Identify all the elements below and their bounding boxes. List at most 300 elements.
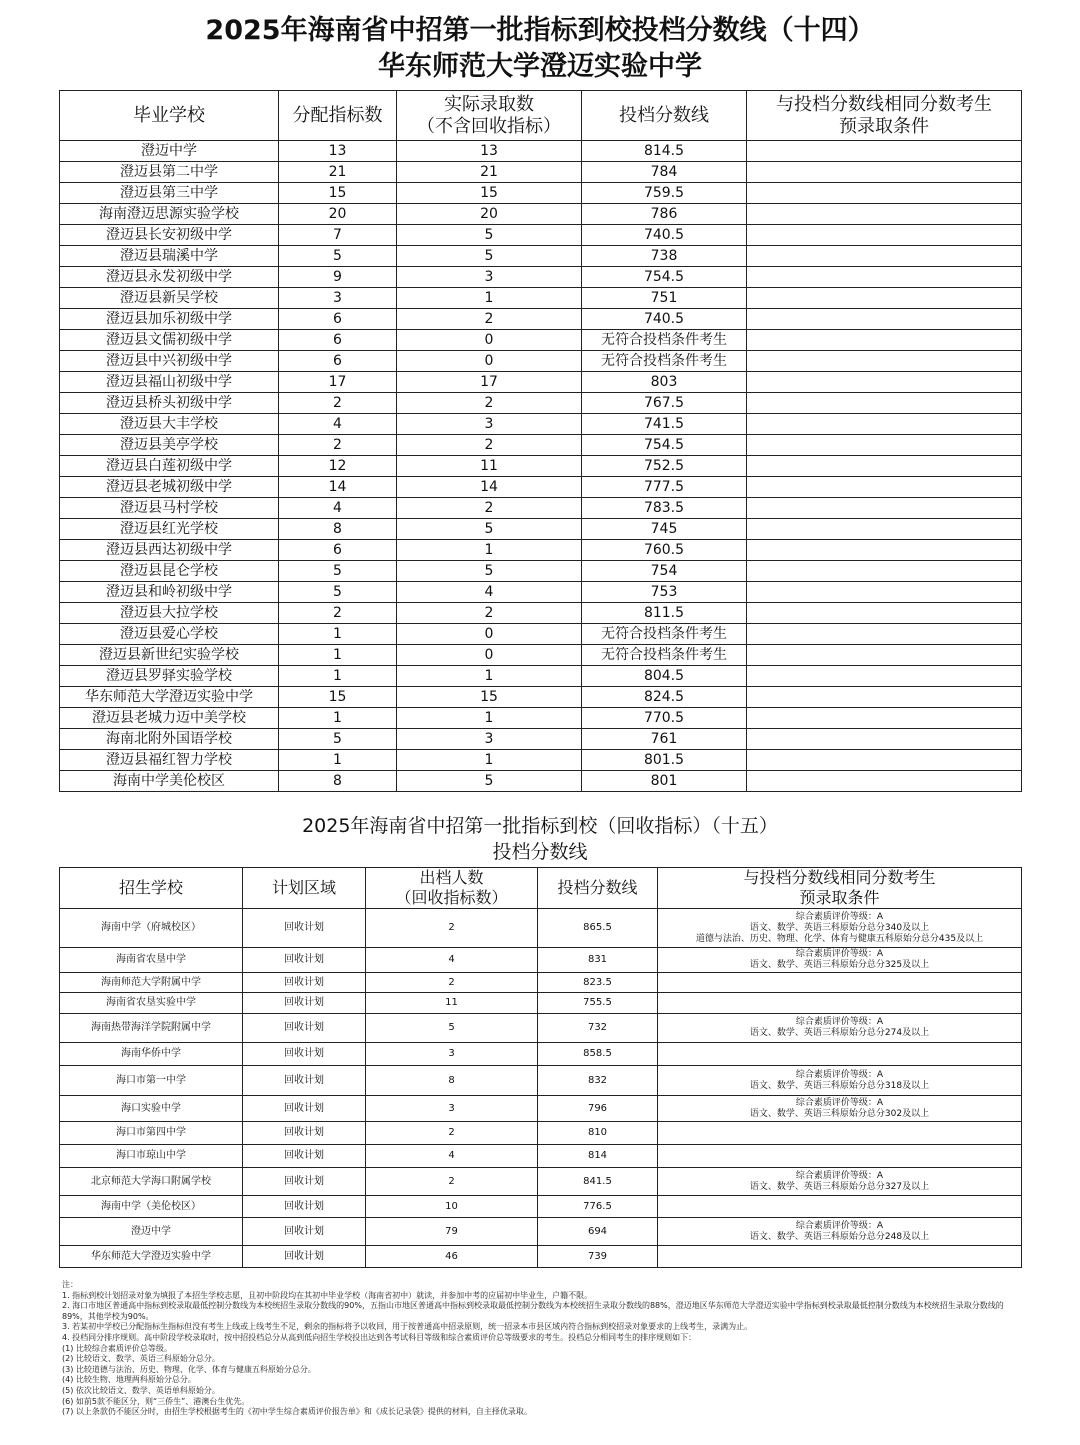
cell-condition <box>747 708 1022 729</box>
table-row <box>60 162 1022 183</box>
cell-score: 777.5 <box>582 477 747 498</box>
note-line: 注： <box>62 1280 78 1289</box>
cell-actual: 5 <box>397 519 582 540</box>
cell-area: 回收计划 <box>243 973 366 993</box>
cell-condition <box>658 1218 1022 1246</box>
cell-school: 澄迈中学 <box>60 141 279 162</box>
cell-condition <box>747 645 1022 666</box>
cell-count: 3 <box>366 1096 538 1122</box>
cell-actual: 14 <box>397 477 582 498</box>
cell-condition <box>658 1066 1022 1096</box>
cell-count: 46 <box>366 1246 538 1268</box>
cell-quota: 15 <box>279 687 397 708</box>
section-subtitle: 投档分数线 <box>492 841 588 863</box>
cell-score: 760.5 <box>582 540 747 561</box>
condition-line: 综合素质评价等级：A <box>795 1220 884 1231</box>
table-row <box>60 141 1022 162</box>
cell-score: 823.5 <box>538 973 658 993</box>
cell-condition <box>658 1145 1022 1168</box>
table-row <box>60 1218 1022 1246</box>
table-row <box>60 771 1022 792</box>
condition-line: 综合素质评价等级：A <box>795 911 884 922</box>
cell-school: 澄迈县大丰学校 <box>60 414 279 435</box>
cell-quota: 13 <box>279 141 397 162</box>
table-row <box>60 414 1022 435</box>
cell-area: 回收计划 <box>243 1246 366 1268</box>
cell-quota: 6 <box>279 330 397 351</box>
cell-condition <box>747 141 1022 162</box>
cell-condition <box>747 666 1022 687</box>
table-row <box>60 582 1022 603</box>
cell-score: 767.5 <box>582 393 747 414</box>
table-row <box>60 456 1022 477</box>
cell-school: 华东师范大学澄迈实验中学 <box>60 687 279 708</box>
table-row <box>60 498 1022 519</box>
cell-score: 832 <box>538 1066 658 1096</box>
table-row <box>60 540 1022 561</box>
cell-condition <box>658 1168 1022 1196</box>
note-line: 3. 若某初中学校已分配指标生指标但没有考生上线或上线考生不足，剩余的指标将予以收回，用于按普通高中招录原则，统一招录本市县区域内符合指标到校招录对象要求的上线考生，录满为止。 <box>62 1322 753 1332</box>
cell-quota: 7 <box>279 225 397 246</box>
cell-condition <box>747 435 1022 456</box>
header-condition-line1: 与投档分数线相同分数考生 <box>743 868 936 887</box>
cell-quota: 5 <box>279 561 397 582</box>
cell-score: 753 <box>582 582 747 603</box>
note-line: (1) 比较综合素质评价总等级。 <box>62 1343 172 1353</box>
cell-quota: 5 <box>279 582 397 603</box>
cell-condition <box>658 1043 1022 1066</box>
cell-actual: 3 <box>397 414 582 435</box>
cell-condition <box>747 624 1022 645</box>
cell-school: 澄迈县加乐初级中学 <box>60 309 279 330</box>
cell-area: 回收计划 <box>243 993 366 1014</box>
cell-quota: 1 <box>279 708 397 729</box>
cell-score: 732 <box>538 1014 658 1043</box>
condition-line: 综合素质评价等级：A <box>795 1097 884 1108</box>
note-line: (5) 依次比较语文、数学、英语单科原始分。 <box>62 1385 220 1395</box>
cell-area: 回收计划 <box>243 1196 366 1218</box>
cell-count: 2 <box>366 973 538 993</box>
cell-count: 8 <box>366 1066 538 1096</box>
note-line: (4) 比较生物、地理两科原始分总分。 <box>62 1375 196 1385</box>
footnotes <box>62 1280 1022 1418</box>
table-row <box>60 372 1022 393</box>
cell-school: 澄迈县爱心学校 <box>60 624 279 645</box>
cell-score: 738 <box>582 246 747 267</box>
cell-score: 801 <box>582 771 747 792</box>
cell-condition <box>747 393 1022 414</box>
cell-score: 786 <box>582 204 747 225</box>
cell-school: 海南中学美伦校区 <box>60 771 279 792</box>
header-score: 投档分数线 <box>538 868 658 909</box>
cell-actual: 11 <box>397 456 582 477</box>
cell-condition <box>747 540 1022 561</box>
header-count-line1: 出档人数 <box>419 868 484 887</box>
cell-condition <box>747 183 1022 204</box>
cell-school: 澄迈县永发初级中学 <box>60 267 279 288</box>
cell-area: 回收计划 <box>243 1122 366 1145</box>
cell-actual: 1 <box>397 708 582 729</box>
cell-condition <box>747 372 1022 393</box>
table-row <box>60 687 1022 708</box>
cell-school: 华东师范大学澄迈实验中学 <box>60 1246 243 1268</box>
table-row <box>60 183 1022 204</box>
cell-count: 2 <box>366 1168 538 1196</box>
cell-condition <box>747 330 1022 351</box>
cell-actual: 0 <box>397 351 582 372</box>
cell-quota: 5 <box>279 729 397 750</box>
cell-quota: 15 <box>279 183 397 204</box>
cell-score: 831 <box>538 948 658 973</box>
cell-school: 海南澄迈思源实验学校 <box>60 204 279 225</box>
table-row <box>60 561 1022 582</box>
cell-school: 海南中学（美伦校区） <box>60 1196 243 1218</box>
cell-score: 759.5 <box>582 183 747 204</box>
cell-quota: 12 <box>279 456 397 477</box>
cell-score: 751 <box>582 288 747 309</box>
condition-line: 语文、数学、英语三科原始分总分248及以上 <box>749 1231 930 1242</box>
header-quota: 分配指标数 <box>279 91 397 141</box>
cell-score: 858.5 <box>538 1043 658 1066</box>
cell-condition <box>747 225 1022 246</box>
cell-condition <box>747 687 1022 708</box>
cell-condition <box>747 246 1022 267</box>
cell-school: 澄迈县老城初级中学 <box>60 477 279 498</box>
cell-score: 754.5 <box>582 435 747 456</box>
cell-actual: 15 <box>397 687 582 708</box>
cell-score: 841.5 <box>538 1168 658 1196</box>
table-row <box>60 909 1022 948</box>
cell-condition <box>658 1246 1022 1268</box>
condition-line: 语文、数学、英语三科原始分总分327及以上 <box>749 1181 930 1192</box>
cell-score: 740.5 <box>582 225 747 246</box>
cell-score: 754 <box>582 561 747 582</box>
cell-school: 海口市第一中学 <box>60 1066 243 1096</box>
cell-school: 海口市第四中学 <box>60 1122 243 1145</box>
cell-area: 回收计划 <box>243 909 366 948</box>
cell-score: 754.5 <box>582 267 747 288</box>
cell-actual: 2 <box>397 393 582 414</box>
section-title: 2025年海南省中招第一批指标到校（回收指标）（十五） <box>302 815 778 837</box>
cell-count: 5 <box>366 1014 538 1043</box>
cell-score: 803 <box>582 372 747 393</box>
table-row <box>60 435 1022 456</box>
cell-quota: 3 <box>279 288 397 309</box>
condition-line: 语文、数学、英语三科原始分总分340及以上 <box>749 922 930 933</box>
cell-actual: 15 <box>397 183 582 204</box>
header-actual <box>397 91 582 141</box>
cell-school: 澄迈县和岭初级中学 <box>60 582 279 603</box>
cell-actual: 2 <box>397 498 582 519</box>
cell-area: 回收计划 <box>243 1168 366 1196</box>
cell-score: 694 <box>538 1218 658 1246</box>
header-actual-line2: （不含回收指标） <box>417 115 561 137</box>
cell-school: 澄迈县马村学校 <box>60 498 279 519</box>
cell-condition <box>747 498 1022 519</box>
cell-score: 801.5 <box>582 750 747 771</box>
header-condition-line2: 预录取条件 <box>839 115 929 137</box>
cell-score: 755.5 <box>538 993 658 1014</box>
table-row <box>60 288 1022 309</box>
cell-school: 澄迈县大拉学校 <box>60 603 279 624</box>
note-line: 4. 投档同分排序规则。高中阶段学校录取时，按中招投档总分从高到低向招生学校投出达到各考试科目等级和综合素质评价总等级要求的考生。投档总分相同考生的排序规则如下： <box>62 1332 697 1342</box>
condition-line: 综合素质评价等级：A <box>795 949 884 959</box>
cell-school: 澄迈县美亭学校 <box>60 435 279 456</box>
table-row <box>60 729 1022 750</box>
cell-condition <box>658 973 1022 993</box>
cell-actual: 3 <box>397 729 582 750</box>
cell-score: 745 <box>582 519 747 540</box>
cell-quota: 2 <box>279 435 397 456</box>
cell-actual: 17 <box>397 372 582 393</box>
cell-school: 澄迈县昆仑学校 <box>60 561 279 582</box>
cell-school: 澄迈县罗驿实验学校 <box>60 666 279 687</box>
cell-school: 澄迈县第二中学 <box>60 162 279 183</box>
cell-condition <box>747 582 1022 603</box>
table-row <box>60 1196 1022 1218</box>
cell-actual: 1 <box>397 540 582 561</box>
cell-condition <box>747 456 1022 477</box>
cell-quota: 1 <box>279 645 397 666</box>
cell-score: 无符合投档条件考生 <box>582 330 747 351</box>
table-row <box>60 267 1022 288</box>
cell-count: 10 <box>366 1196 538 1218</box>
header-area: 计划区域 <box>243 868 366 909</box>
header-actual-line1: 实际录取数 <box>444 93 534 115</box>
cell-actual: 1 <box>397 750 582 771</box>
header-school: 招生学校 <box>60 868 243 909</box>
cell-school: 澄迈县西达初级中学 <box>60 540 279 561</box>
header-school: 毕业学校 <box>60 91 279 141</box>
cell-condition <box>747 414 1022 435</box>
table-row <box>60 330 1022 351</box>
cell-actual: 3 <box>397 267 582 288</box>
cell-actual: 13 <box>397 141 582 162</box>
cell-condition <box>747 519 1022 540</box>
page-title: 2025年海南省中招第一批指标到校投档分数线（十四） <box>205 15 875 46</box>
cell-condition <box>658 1122 1022 1145</box>
cell-score: 776.5 <box>538 1196 658 1218</box>
score-table-14 <box>59 90 1022 792</box>
table-row <box>60 1246 1022 1268</box>
cell-condition <box>747 603 1022 624</box>
table-row <box>60 1014 1022 1043</box>
cell-quota: 4 <box>279 498 397 519</box>
cell-school: 澄迈县文儒初级中学 <box>60 330 279 351</box>
cell-score: 810 <box>538 1122 658 1145</box>
cell-condition <box>747 477 1022 498</box>
cell-score: 824.5 <box>582 687 747 708</box>
cell-actual: 2 <box>397 309 582 330</box>
cell-actual: 2 <box>397 435 582 456</box>
cell-quota: 2 <box>279 603 397 624</box>
cell-score: 814.5 <box>582 141 747 162</box>
cell-count: 79 <box>366 1218 538 1246</box>
table-row <box>60 1145 1022 1168</box>
cell-score: 无符合投档条件考生 <box>582 624 747 645</box>
condition-line: 道德与法治、历史、物理、化学、体育与健康五科原始分总分435及以上 <box>695 933 984 944</box>
table-row <box>60 624 1022 645</box>
cell-actual: 5 <box>397 771 582 792</box>
cell-quota: 6 <box>279 351 397 372</box>
cell-count: 2 <box>366 1122 538 1145</box>
note-line: 2. 海口市地区普通高中指标到校录取最低控制分数线为本校统招生录取分数线的90%，五指山市地区普通高中指标到校录取最低控制分数线为本校统招生录取分数线的88%，澄迈地区华东师范大学澄迈实验中学指标到校录取最低控制分数线为本校统招生录取分数线的89%，其他学校为90%。 <box>62 1301 1004 1321</box>
table-row <box>60 225 1022 246</box>
cell-condition <box>658 909 1022 948</box>
cell-count: 4 <box>366 1145 538 1168</box>
condition-line: 综合素质评价等级：A <box>795 1069 884 1080</box>
cell-condition <box>747 162 1022 183</box>
cell-school: 澄迈县福山初级中学 <box>60 372 279 393</box>
cell-school: 海南北附外国语学校 <box>60 729 279 750</box>
header-count <box>366 868 538 909</box>
table-row <box>60 204 1022 225</box>
cell-area: 回收计划 <box>243 948 366 973</box>
table-row <box>60 993 1022 1014</box>
table-row <box>60 309 1022 330</box>
cell-school: 海口市琼山中学 <box>60 1145 243 1168</box>
cell-school: 海南省农垦实验中学 <box>60 993 243 1014</box>
table-row <box>60 973 1022 993</box>
cell-actual: 1 <box>397 288 582 309</box>
cell-area: 回收计划 <box>243 1014 366 1043</box>
cell-actual: 5 <box>397 225 582 246</box>
cell-score: 761 <box>582 729 747 750</box>
condition-line: 语文、数学、英语三科原始分总分274及以上 <box>749 1028 930 1038</box>
table-row <box>60 750 1022 771</box>
table-row <box>60 246 1022 267</box>
cell-actual: 20 <box>397 204 582 225</box>
table-row <box>60 1122 1022 1145</box>
cell-score: 783.5 <box>582 498 747 519</box>
cell-condition <box>658 993 1022 1014</box>
cell-score: 804.5 <box>582 666 747 687</box>
cell-quota: 1 <box>279 666 397 687</box>
note-line: (2) 比较语文、数学、英语三科原始分总分。 <box>62 1354 220 1364</box>
cell-school: 海南中学（府城校区） <box>60 909 243 948</box>
cell-score: 811.5 <box>582 603 747 624</box>
cell-count: 3 <box>366 1043 538 1066</box>
header-condition-line1: 与投档分数线相同分数考生 <box>776 93 992 115</box>
cell-count: 4 <box>366 948 538 973</box>
cell-quota: 2 <box>279 393 397 414</box>
header-condition-line2: 预录取条件 <box>799 888 880 907</box>
cell-area: 回收计划 <box>243 1096 366 1122</box>
cell-quota: 1 <box>279 624 397 645</box>
cell-quota: 6 <box>279 540 397 561</box>
table-header-row <box>60 91 1022 141</box>
cell-quota: 8 <box>279 519 397 540</box>
note-line: (6) 如前5款不能区分，则“三侨生”、港澳台生优先。 <box>62 1396 250 1406</box>
cell-condition <box>747 267 1022 288</box>
cell-score: 752.5 <box>582 456 747 477</box>
cell-school: 海南省农垦中学 <box>60 948 243 973</box>
cell-quota: 20 <box>279 204 397 225</box>
cell-school: 澄迈县瑞溪中学 <box>60 246 279 267</box>
cell-score: 814 <box>538 1145 658 1168</box>
cell-school: 北京师范大学海口附属学校 <box>60 1168 243 1196</box>
cell-score: 740.5 <box>582 309 747 330</box>
cell-condition <box>747 351 1022 372</box>
table-header-row <box>60 868 1022 909</box>
table-row <box>60 666 1022 687</box>
cell-quota: 6 <box>279 309 397 330</box>
condition-line: 综合素质评价等级：A <box>795 1170 884 1181</box>
condition-line: 语文、数学、英语三科原始分总分302及以上 <box>749 1108 930 1119</box>
cell-school: 海口实验中学 <box>60 1096 243 1122</box>
cell-condition <box>747 750 1022 771</box>
cell-condition <box>658 1096 1022 1122</box>
cell-actual: 0 <box>397 645 582 666</box>
cell-condition <box>658 948 1022 973</box>
cell-quota: 21 <box>279 162 397 183</box>
cell-score: 无符合投档条件考生 <box>582 645 747 666</box>
cell-school: 澄迈县福红智力学校 <box>60 750 279 771</box>
cell-school: 澄迈县新吴学校 <box>60 288 279 309</box>
cell-actual: 0 <box>397 624 582 645</box>
table-row <box>60 519 1022 540</box>
cell-count: 2 <box>366 909 538 948</box>
condition-line: 语文、数学、英语三科原始分总分325及以上 <box>749 960 930 970</box>
cell-school: 澄迈县第三中学 <box>60 183 279 204</box>
cell-school: 海南热带海洋学院附属中学 <box>60 1014 243 1043</box>
cell-condition <box>747 729 1022 750</box>
cell-condition <box>747 288 1022 309</box>
cell-school: 澄迈县红光学校 <box>60 519 279 540</box>
table-row <box>60 351 1022 372</box>
cell-score: 739 <box>538 1246 658 1268</box>
table-row <box>60 645 1022 666</box>
table-row <box>60 477 1022 498</box>
table-row <box>60 603 1022 624</box>
table-row <box>60 1066 1022 1096</box>
cell-quota: 14 <box>279 477 397 498</box>
cell-actual: 5 <box>397 246 582 267</box>
cell-school: 海南华侨中学 <box>60 1043 243 1066</box>
cell-area: 回收计划 <box>243 1043 366 1066</box>
cell-condition <box>747 771 1022 792</box>
table-row <box>60 1096 1022 1122</box>
score-table-15 <box>59 867 1022 1268</box>
table-row <box>60 948 1022 973</box>
cell-quota: 4 <box>279 414 397 435</box>
cell-school: 澄迈县长安初级中学 <box>60 225 279 246</box>
cell-score: 770.5 <box>582 708 747 729</box>
cell-score: 865.5 <box>538 909 658 948</box>
cell-school: 澄迈中学 <box>60 1218 243 1246</box>
cell-quota: 9 <box>279 267 397 288</box>
cell-school: 澄迈县老城力迈中美学校 <box>60 708 279 729</box>
cell-actual: 4 <box>397 582 582 603</box>
page-subtitle: 华东师范大学澄迈实验中学 <box>378 51 702 82</box>
cell-school: 海南师范大学附属中学 <box>60 973 243 993</box>
cell-school: 澄迈县中兴初级中学 <box>60 351 279 372</box>
cell-school: 澄迈县白莲初级中学 <box>60 456 279 477</box>
cell-condition <box>747 204 1022 225</box>
cell-condition <box>747 309 1022 330</box>
cell-school: 澄迈县新世纪实验学校 <box>60 645 279 666</box>
cell-area: 回收计划 <box>243 1066 366 1096</box>
cell-condition <box>658 1014 1022 1043</box>
table-row <box>60 393 1022 414</box>
note-line: 1. 指标到校计划招录对象为填报了本招生学校志愿，且初中阶段均在其初中毕业学校（海南省初中）就读，并参加中考的应届初中毕业生，户籍不限。 <box>62 1290 593 1300</box>
cell-actual: 0 <box>397 330 582 351</box>
cell-actual: 2 <box>397 603 582 624</box>
cell-score: 无符合投档条件考生 <box>582 351 747 372</box>
cell-condition <box>658 1196 1022 1218</box>
note-line: (7) 以上条款仍不能区分时，由招生学校根据考生的《初中学生综合素质评价报告单》和《成长记录袋》提供的材料，自主择优录取。 <box>62 1407 532 1417</box>
cell-score: 796 <box>538 1096 658 1122</box>
